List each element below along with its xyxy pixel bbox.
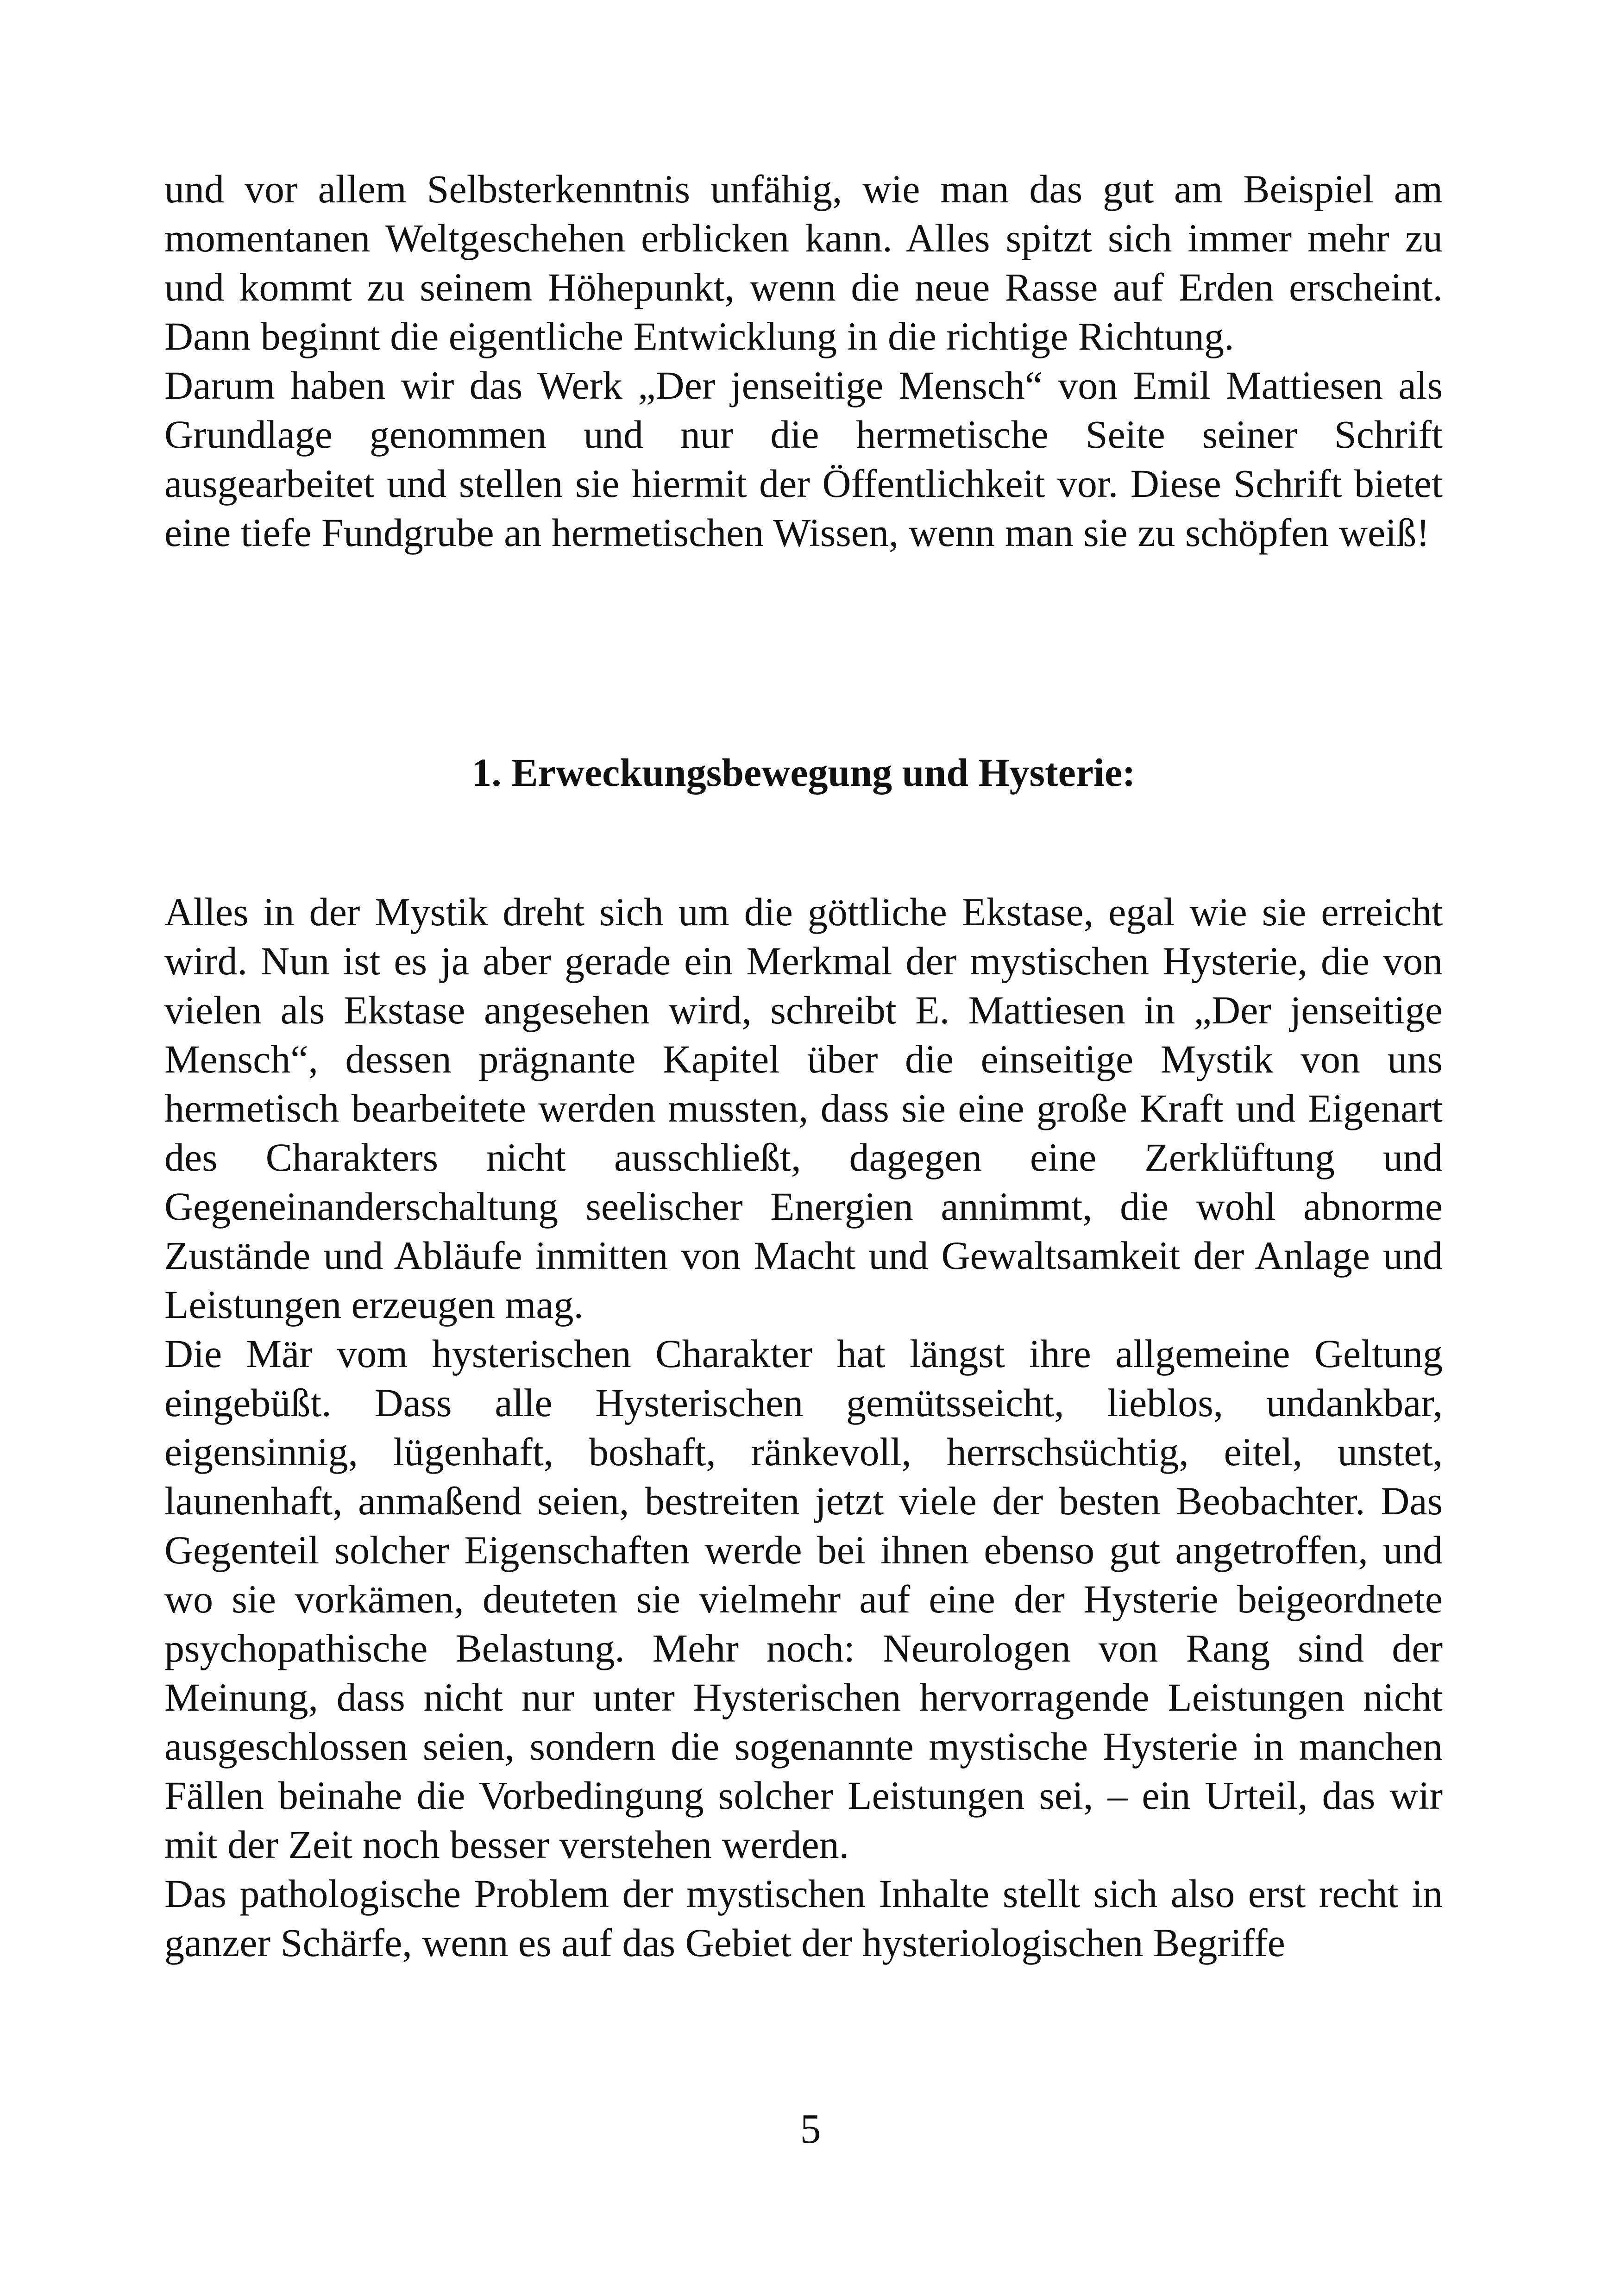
intro-text-block bbox=[164, 164, 1443, 557]
section-heading: 1. Erweckungsbewegung und Hysterie: bbox=[471, 750, 1136, 795]
intro-paragraph: Darum haben wir das Werk „Der jenseitige Mensch“ von Emil Mattiesen als Grundlage genommen und nur die hermetische Seite seiner Schrift ausgearbeitet und stellen sie hiermit der Öffentlichkeit vor. Diese Schrift bietet eine tiefe Fundgrube an hermetischen Wissen, wenn man sie zu schöpfen weiß! bbox=[164, 363, 1443, 555]
intro-paragraph: und vor allem Selbsterkenntnis unfähig, wie man das gut am Beispiel am momentanen Weltgeschehen erblicken kann. Alles spitzt sich immer mehr zu und kommt zu seinem Höhepunkt, wenn die neue Rasse auf Erden erscheint. Dann beginnt die eigentliche Entwicklung in die richtige Richtung. bbox=[164, 167, 1443, 358]
section-text-block bbox=[164, 887, 1443, 1967]
section-paragraph: Alles in der Mystik dreht sich um die göttliche Ekstase, egal wie sie erreicht wird. Nun ist es ja aber gerade ein Merkmal der mystischen Hysterie, die von vielen als Ekstase angesehen wird, schreibt E. Mattiesen in „Der jenseitige Mensch“, dessen prägnante Kapitel über die einseitige Mystik von uns hermetisch bearbeitete werden mussten, dass sie eine große Kraft und Eigenart des Charakters nicht ausschließt, dagegen eine Zerklüftung und Gegeneinanderschaltung seelischer Energien annimmt, die wohl abnorme Zustände und Abläufe inmitten von Macht und Gewaltsamkeit der Anlage und Leistungen erzeugen mag. bbox=[164, 890, 1443, 1327]
section-paragraph: Die Mär vom hysterischen Charakter hat längst ihre allgemeine Geltung eingebüßt. Dass alle Hysterischen gemütsseicht, lieblos, undankbar, eigensinnig, lügenhaft, boshaft, ränkevoll, herrschsüchtig, eitel, unstet, launenhaft, anmaßend seien, bestreiten jetzt viele der besten Beobachter. Das Gegenteil solcher Eigenschaften werde bei ihnen ebenso gut angetroffen, und wo sie vorkämen, deuteten sie vielmehr auf eine der Hysterie beigeordnete psychopathische Belastung. Mehr noch: Neurologen von Rang sind der Meinung, dass nicht nur unter Hysterischen hervorragende Leistungen nicht ausgeschlossen seien, sondern die sogenannte mystische Hysterie in manchen Fällen beinahe die Vorbedingung solcher Leistungen sei, – ein Urteil, das wir mit der Zeit noch besser verstehen werden. bbox=[164, 1331, 1443, 1867]
page-number: 5 bbox=[800, 2106, 821, 2152]
section-paragraph: Das pathologische Problem der mystischen Inhalte stellt sich also erst recht in ganzer Schärfe, wenn es auf das Gebiet der hysteriologischen Begriffe bbox=[164, 1871, 1443, 1965]
